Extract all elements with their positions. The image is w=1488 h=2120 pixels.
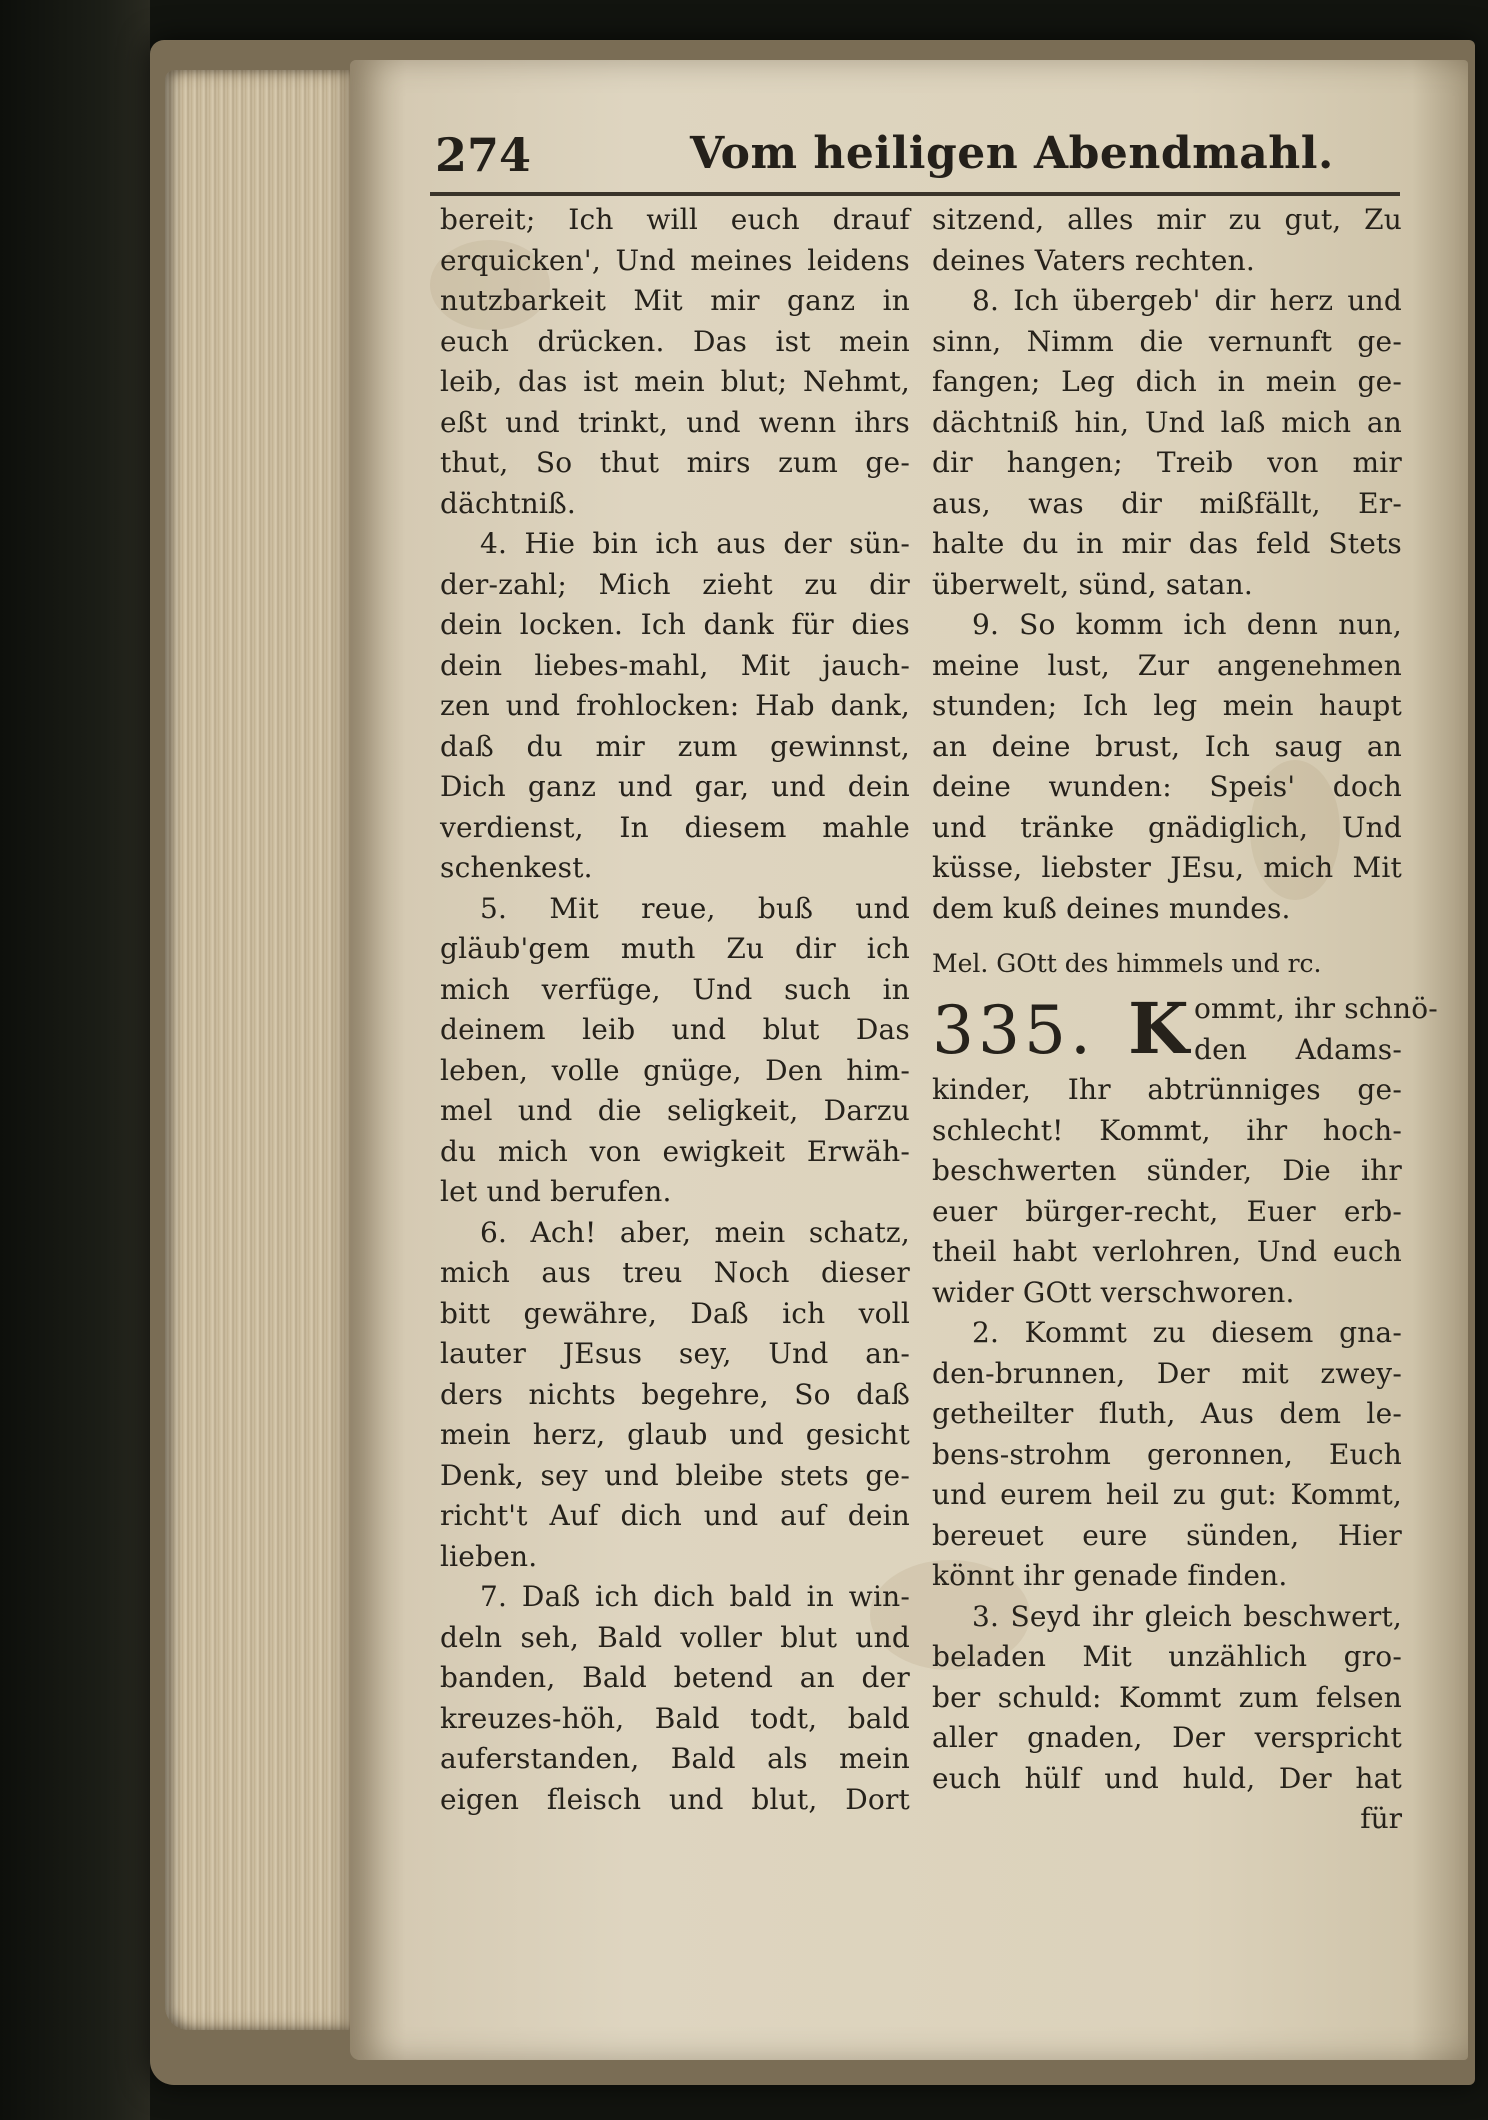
text-line: aus, was dir mißfällt, Er- — [932, 486, 1402, 520]
text-line: banden, Bald betend an der — [440, 1661, 910, 1694]
text-line: 8. Ich übergeb' dir herz und — [972, 284, 1402, 317]
text-line: euch drücken. Das ist mein — [440, 324, 910, 358]
page-header — [435, 128, 1395, 188]
page-number: 274 — [435, 128, 532, 182]
drop-cap: K — [1128, 987, 1189, 1070]
text-line: dein locken. Ich dank für dies — [440, 608, 910, 641]
text-line: 5. Mit reue, buß und — [480, 891, 910, 925]
text-line: du mich von ewigkeit Erwäh- — [440, 1134, 910, 1168]
text-line: sitzend, alles mir zu gut, Zu — [932, 203, 1402, 236]
text-line: 2. Kommt zu diesem gna- — [972, 1316, 1402, 1349]
text-line: auferstanden, Bald als mein — [440, 1742, 910, 1775]
text-line: dir hangen; Treib von mir — [932, 446, 1402, 479]
text-line: theil habt verlohren, Und euch — [932, 1235, 1402, 1268]
text-line: schenkest. — [440, 851, 593, 884]
text-line: beschwerten sünder, Die ihr — [932, 1154, 1402, 1187]
right-column — [932, 200, 1438, 1840]
right-column-top — [932, 200, 1402, 929]
text-line: let und berufen. — [440, 1175, 672, 1208]
text-line: aller gnaden, Der verspricht — [932, 1721, 1402, 1754]
text-line: richt't Auf dich und auf dein — [440, 1499, 910, 1532]
text-line: ders nichts begehre, So daß — [440, 1377, 910, 1411]
text-line: gläub'gem muth Zu dir ich — [440, 932, 910, 965]
text-line: kreuzes-höh, Bald todt, bald — [440, 1701, 910, 1735]
text-line: könnt ihr genade finden. — [932, 1559, 1288, 1592]
text-line: an deine brust, Ich saug an — [932, 729, 1402, 763]
text-line: dächtniß hin, Und laß mich an — [932, 405, 1402, 439]
running-head: Vom heiligen Abendmahl. — [690, 128, 1334, 179]
melody-line: Mel. GOtt des himmels und rc. — [932, 949, 1322, 978]
text-line: beladen Mit unzählich gro- — [932, 1640, 1402, 1673]
page-edges — [165, 70, 355, 2030]
text-line: zen und frohlocken: Hab dank, — [440, 689, 910, 722]
text-line: dein liebes-mahl, Mit jauch- — [440, 648, 910, 682]
text-line: leben, volle gnüge, Den him- — [440, 1053, 910, 1087]
text-line: schlecht! Kommt, ihr hoch- — [932, 1113, 1402, 1147]
text-line: den-brunnen, Der mit zwey- — [932, 1356, 1402, 1390]
text-line: deinem leib und blut Das — [440, 1013, 910, 1046]
text-line: überwelt, sünd, satan. — [932, 567, 1253, 601]
text-line: mel und die seligkeit, Darzu — [440, 1094, 910, 1127]
text-line: leib, das ist mein blut; Nehmt, — [440, 365, 910, 398]
hymn-second-line: den Adams- — [1194, 1032, 1402, 1066]
hymn-number: 335. — [932, 992, 1095, 1069]
text-line: euer bürger-recht, Euer erb- — [932, 1194, 1402, 1228]
text-line: getheilter fluth, Aus dem le- — [932, 1397, 1402, 1430]
text-line: der-zahl; Mich zieht zu dir — [440, 567, 910, 601]
text-line: verdienst, In diesem mahle — [440, 810, 910, 844]
text-line: 6. Ach! aber, mein schatz, — [480, 1215, 910, 1249]
text-line: mich aus treu Noch dieser — [440, 1256, 910, 1289]
text-line: euch hülf und huld, Der hat — [932, 1761, 1402, 1795]
text-line: eigen fleisch und blut, Dort — [440, 1782, 910, 1816]
text-line: Dich ganz und gar, und dein — [440, 770, 910, 803]
text-line: küsse, liebster JEsu, mich Mit — [932, 851, 1402, 884]
text-line: deines Vaters rechten. — [932, 243, 1255, 277]
text-line: meine lust, Zur angenehmen — [932, 648, 1402, 682]
text-line: Denk, sey und bleibe stets ge- — [440, 1458, 910, 1492]
text-line: sinn, Nimm die vernunft ge- — [932, 324, 1402, 358]
text-line: dächtniß. — [440, 486, 576, 520]
left-column — [440, 200, 910, 1820]
text-line: und tränke gnädiglich, Und — [932, 810, 1402, 844]
text-line: fangen; Leg dich in mein ge- — [932, 365, 1402, 398]
text-line: deln seh, Bald voller blut und — [440, 1620, 910, 1654]
header-rule — [430, 192, 1400, 196]
hymn-first-line: ommt, ihr schnö- — [1194, 992, 1438, 1025]
text-line: bereuet eure sünden, Hier — [932, 1518, 1402, 1552]
text-line: deine wunden: Speis' doch — [932, 770, 1402, 803]
text-line: 4. Hie bin ich aus der sün- — [480, 527, 910, 560]
text-line: 7. Daß ich dich bald in win- — [480, 1580, 910, 1613]
text-line: daß du mir zum gewinnst, — [440, 729, 910, 763]
text-line: halte du in mir das feld Stets — [932, 527, 1402, 560]
text-line: ber schuld: Kommt zum felsen — [932, 1680, 1402, 1714]
text-line: und eurem heil zu gut: Kommt, — [932, 1478, 1402, 1511]
hymn-opening — [932, 987, 1438, 1070]
text-line: bens-strohm geronnen, Euch — [932, 1437, 1402, 1471]
text-line: kinder, Ihr abtrünniges ge- — [932, 1073, 1402, 1106]
text-line: lieben. — [440, 1539, 538, 1573]
text-line: erquicken', Und meines leidens — [440, 243, 910, 277]
text-line: bitt gewähre, Daß ich voll — [440, 1296, 910, 1330]
text-line: dem kuß deines mundes. — [932, 891, 1291, 925]
text-line: lauter JEsus sey, Und an- — [440, 1337, 910, 1370]
text-line: thut, So thut mirs zum ge- — [440, 446, 910, 479]
text-line: 3. Seyd ihr gleich beschwert, — [972, 1599, 1402, 1633]
catchword: für — [1360, 1802, 1402, 1835]
text-line: bereit; Ich will euch drauf — [440, 203, 910, 236]
text-line: mich verfüge, Und such in — [440, 972, 910, 1006]
text-line: nutzbarkeit Mit mir ganz in — [440, 284, 910, 317]
text-line: mein herz, glaub und gesicht — [440, 1418, 910, 1451]
right-column-bottom — [932, 1070, 1402, 1799]
text-line: 9. So komm ich denn nun, — [972, 608, 1402, 641]
text-line: eßt und trinkt, und wenn ihrs — [440, 405, 910, 439]
text-line: stunden; Ich leg mein haupt — [932, 689, 1402, 722]
book-spine — [0, 0, 150, 2120]
text-line: wider GOtt verschworen. — [932, 1275, 1295, 1309]
